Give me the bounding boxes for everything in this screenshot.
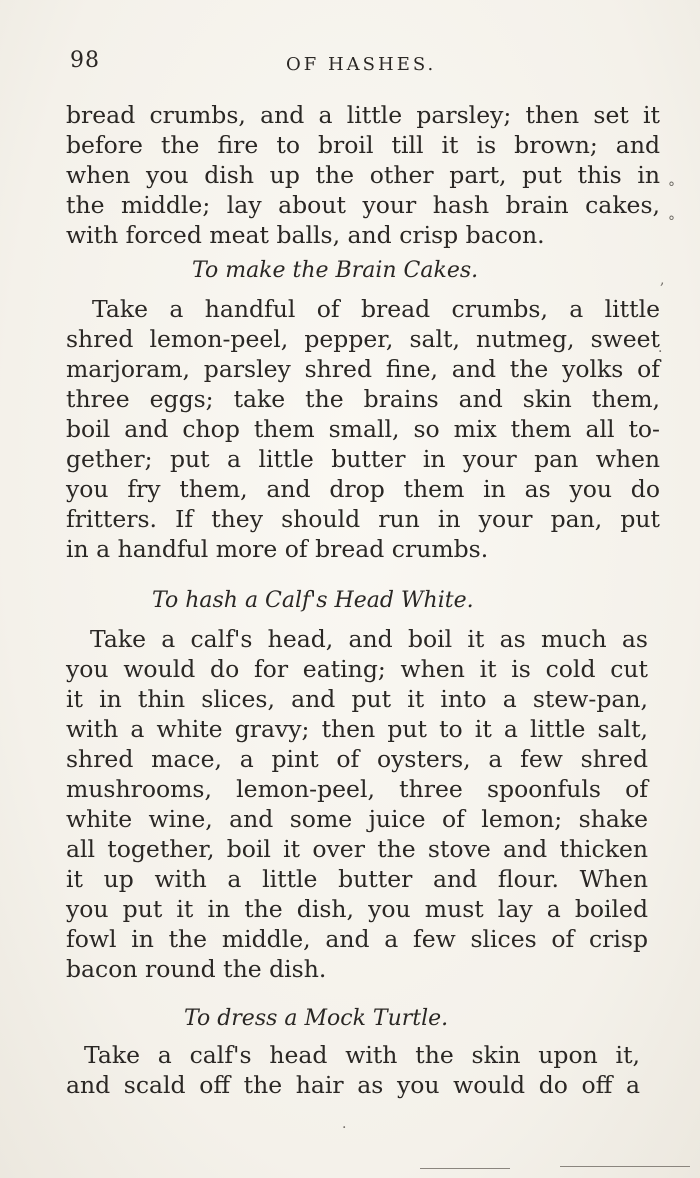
text-line: bread crumbs, and a little parsley; then set it xyxy=(66,101,660,129)
page-header xyxy=(62,48,642,80)
recipe-title-mock-turtle: To dress a Mock Turtle. xyxy=(184,1006,449,1031)
recipe-title-brain-cakes: To make the Brain Cakes. xyxy=(192,258,479,283)
page-number: 98 xyxy=(70,48,100,73)
text-line: white wine, and some juice of lemon; shake xyxy=(66,805,648,833)
text-line: before the fire to broil till it is brown; and xyxy=(66,131,660,159)
print-speck: ° xyxy=(668,214,675,230)
text-line: marjoram, parsley shred fine, and the yolks of xyxy=(66,355,660,383)
text-line: Take a handful of bread crumbs, a little xyxy=(92,295,660,323)
recipe-title-calfs-head-white: To hash a Calf's Head White. xyxy=(152,588,474,613)
text-line: fowl in the middle, and a few slices of crisp xyxy=(66,925,648,953)
text-line: boil and chop them small, so mix them all to- xyxy=(66,415,660,443)
running-head: OF HASHES. xyxy=(286,54,437,75)
text-line: mushrooms, lemon-peel, three spoonfuls of xyxy=(66,775,648,803)
paper-edge-mark xyxy=(420,1168,510,1169)
text-line: Take a calf's head, and boil it as much as xyxy=(90,625,648,653)
text-line: gether; put a little butter in your pan when xyxy=(66,445,660,473)
print-speck: ° xyxy=(668,180,675,196)
text-line: three eggs; take the brains and skin them, xyxy=(66,385,660,413)
text-line: you fry them, and drop them in as you do xyxy=(66,475,660,503)
text-line: bacon round the dish. xyxy=(66,955,327,983)
print-speck: · xyxy=(342,1120,347,1136)
text-line: shred lemon-peel, pepper, salt, nutmeg, sweet xyxy=(66,325,660,353)
print-speck: , xyxy=(660,272,665,288)
text-line: shred mace, a pint of oysters, a few shred xyxy=(66,745,648,773)
text-line: you put it in the dish, you must lay a boiled xyxy=(66,895,648,923)
text-line: you would do for eating; when it is cold cut xyxy=(66,655,648,683)
text-line: it in thin slices, and put it into a stew-pan, xyxy=(66,685,648,713)
text-line: all together, boil it over the stove and thicken xyxy=(66,835,648,863)
text-line: Take a calf's head with the skin upon it, xyxy=(84,1041,640,1069)
text-line: with a white gravy; then put to it a little salt, xyxy=(66,715,648,743)
print-speck: · xyxy=(658,344,663,360)
text-line: and scald off the hair as you would do off a xyxy=(66,1071,640,1099)
paper-edge-mark xyxy=(560,1166,690,1167)
text-line: when you dish up the other part, put this in xyxy=(66,161,660,189)
text-line: in a handful more of bread crumbs. xyxy=(66,535,489,563)
text-line: fritters. If they should run in your pan, put xyxy=(66,505,660,533)
text-line: the middle; lay about your hash brain cakes, xyxy=(66,191,660,219)
text-line: it up with a little butter and flour. When xyxy=(66,865,648,893)
text-line: with forced meat balls, and crisp bacon. xyxy=(66,221,545,249)
